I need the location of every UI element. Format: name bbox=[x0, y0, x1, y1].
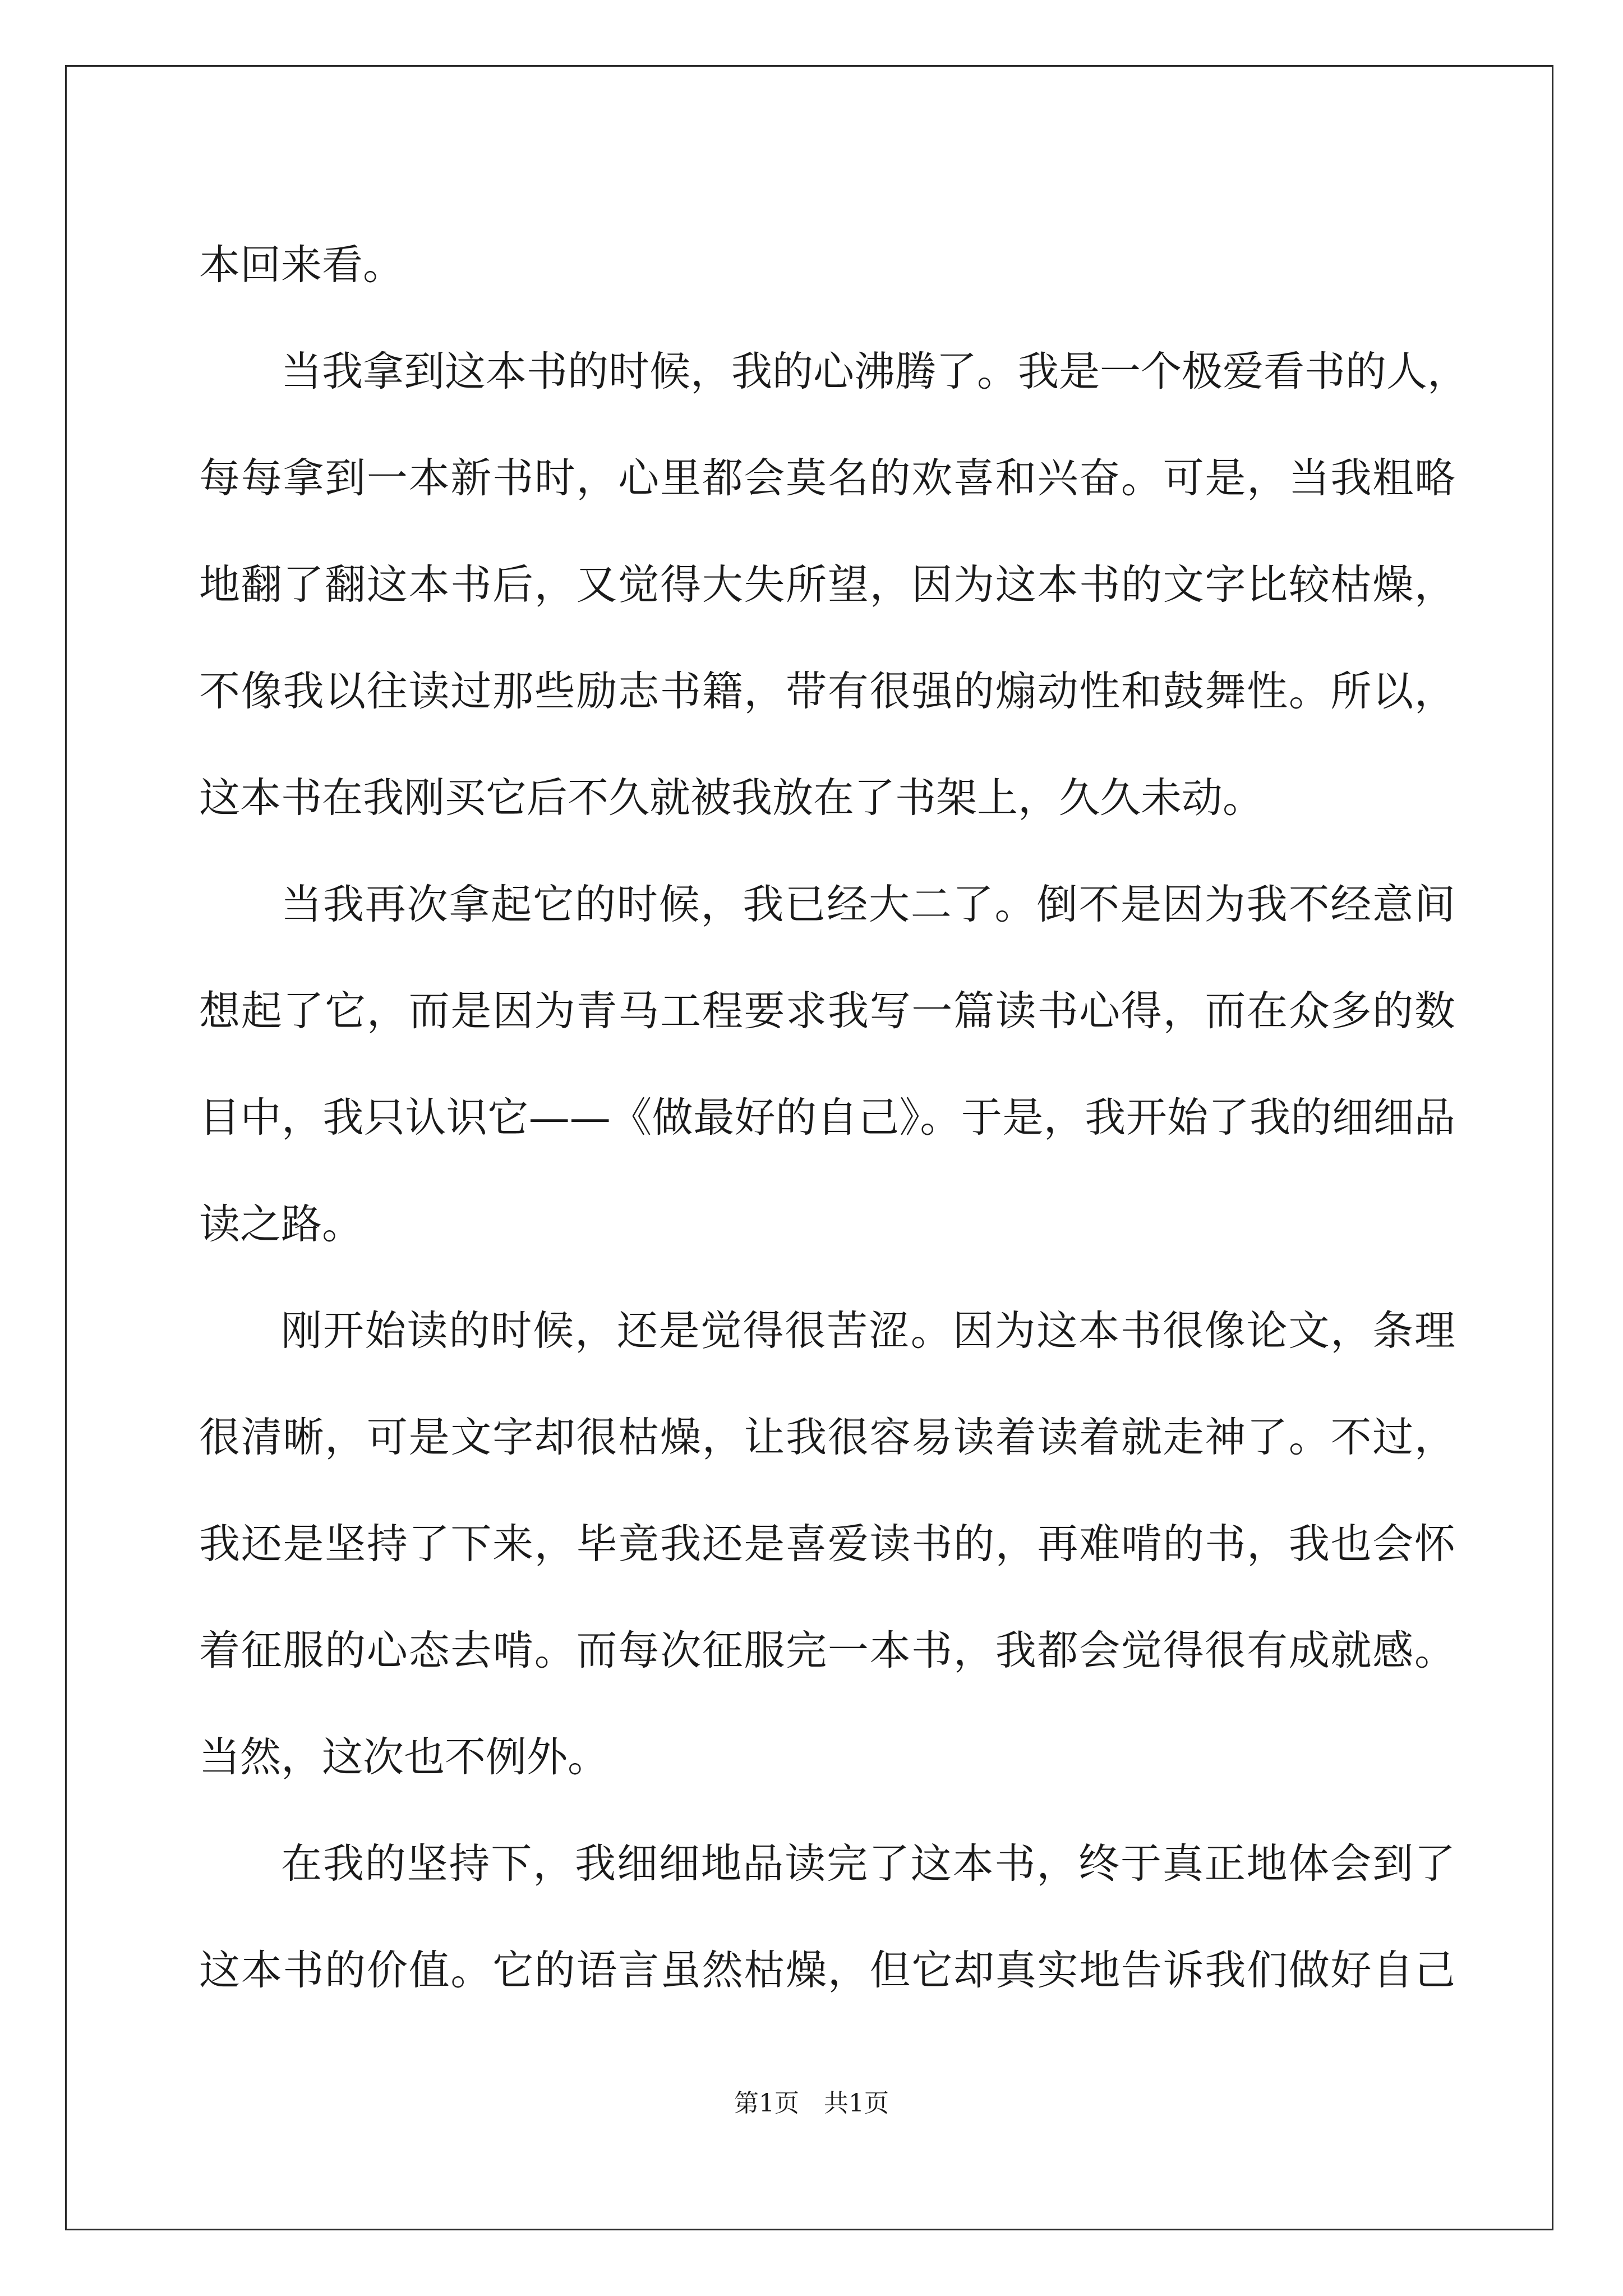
page-number-current: 第1页 bbox=[734, 2089, 799, 2118]
text-line: 当我拿到这本书的时候，我的心沸腾了。我是一个极爱看书的人， bbox=[281, 348, 1468, 395]
text-line: 当然，这次也不例外。 bbox=[199, 1733, 608, 1781]
document-body bbox=[199, 212, 1468, 2024]
text-line: 这本书的价值。它的语言虽然枯燥，但它却真实地告诉我们做好自己 bbox=[199, 1947, 1455, 1994]
text-line: 不像我以往读过那些励志书籍，带有很强的煽动性和鼓舞性。所以， bbox=[199, 668, 1455, 715]
page-number-total: 共1页 bbox=[824, 2089, 889, 2118]
text-line: 想起了它，而是因为青马工程要求我写一篇读书心得，而在众多的数 bbox=[199, 987, 1455, 1035]
text-line: 目中，我只认识它——《做最好的自己》。于是，我开始了我的细细品 bbox=[199, 1094, 1455, 1142]
text-line: 很清晰，可是文字却很枯燥，让我很容易读着读着就走神了。不过， bbox=[199, 1414, 1455, 1461]
text-line: 在我的坚持下，我细细地品读完了这本书，终于真正地体会到了 bbox=[281, 1840, 1455, 1888]
text-line: 每每拿到一本新书时，心里都会莫名的欢喜和兴奋。可是，当我粗略 bbox=[199, 454, 1455, 502]
text-line: 这本书在我刚买它后不久就被我放在了书架上，久久未动。 bbox=[199, 774, 1264, 822]
text-line: 着征服的心态去啃。而每次征服完一本书，我都会觉得很有成就感。 bbox=[199, 1627, 1455, 1674]
text-line: 地翻了翻这本书后，又觉得大失所望，因为这本书的文字比较枯燥， bbox=[199, 561, 1455, 609]
text-line: 读之路。 bbox=[199, 1200, 363, 1248]
text-line: 刚开始读的时候，还是觉得很苦涩。因为这本书很像论文，条理 bbox=[281, 1307, 1455, 1355]
text-line: 当我再次拿起它的时候，我已经大二了。倒不是因为我不经意间 bbox=[281, 881, 1455, 928]
page-footer bbox=[0, 2087, 1623, 2120]
text-line: 本回来看。 bbox=[199, 241, 404, 289]
text-line: 我还是坚持了下来，毕竟我还是喜爱读书的，再难啃的书，我也会怀 bbox=[199, 1520, 1455, 1568]
